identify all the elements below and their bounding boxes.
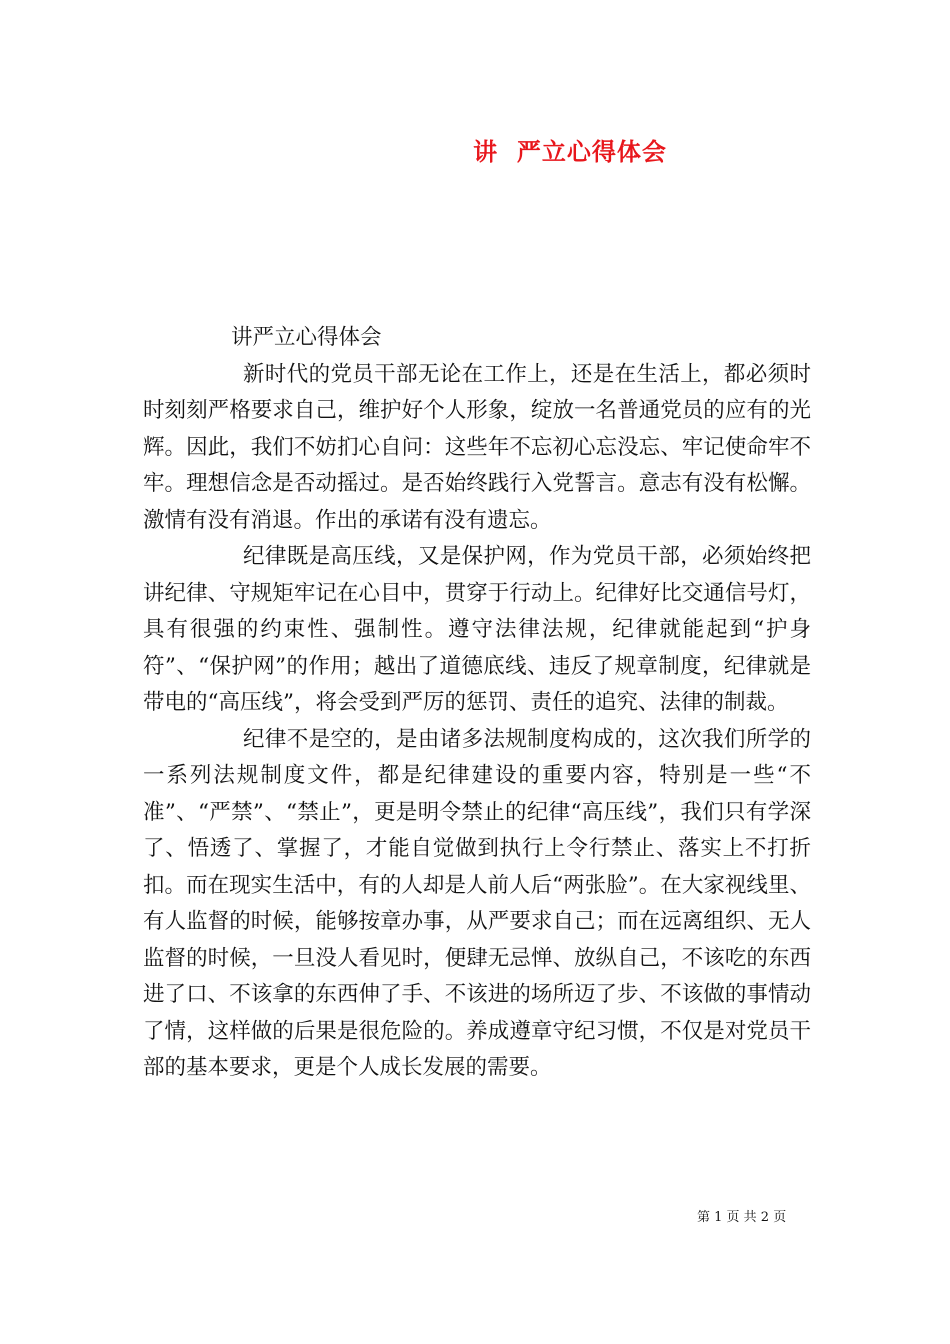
document-title: 讲 严立心得体会	[473, 137, 667, 166]
body-paragraph-2: 纪律既是高压线，又是保护网，作为党员干部，必须始终把讲纪律、守规矩牢记在心目中，贯穿于行动上。纪律好比交通信号灯，具有很强的约束性、强制性。遵守法律法规，纪律就能起到“护身符”、“保护网”的作用；越出了道德底线、违反了规章制度，纪律就是带电的“高压线”，将会受到严厉的惩罚、责任的追究、法律的制裁。	[143, 544, 811, 715]
body-paragraph-1: 新时代的党员干部无论在工作上，还是在生活上，都必须时时刻刻严格要求自己，维护好个人形象，绽放一名普通党员的应有的光辉。因此，我们不妨扪心自问：这些年不忘初心忘没忘、牢记使命牢不牢。理想信念是否动摇过。是否始终践行入党誓言。意志有没有松懈。激情有没有消退。作出的承诺有没有遗忘。	[143, 361, 811, 533]
body-paragraph-3: 纪律不是空的，是由诸多法规制度构成的，这次我们所学的一系列法规制度文件，都是纪律建设的重要内容，特别是一些“不准”、“严禁”、“禁止”，更是明令禁止的纪律“高压线”，我们只有学深了、悟透了、掌握了，才能自觉做到执行上令行禁止、落实上不打折扣。而在现实生活中，有的人却是人前人后“两张脸”。在大家视线里、有人监督的时候，能够按章办事，从严要求自己；而在远离组织、无人监督的时候，一旦没人看见时，便肆无忌惮、放纵自己，不该吃的东西进了口、不该拿的东西伸了手、不该进的场所迈了步、不该做的事情动了情，这样做的后果是很危险的。养成遵章守纪习惯，不仅是对党员干部的基本要求，更是个人成长发展的需要。	[143, 726, 811, 1080]
document-subtitle: 讲严立心得体会	[231, 325, 382, 350]
document-body	[143, 320, 811, 1087]
page-number-footer: 第 1 页 共 2 页	[697, 1210, 787, 1225]
